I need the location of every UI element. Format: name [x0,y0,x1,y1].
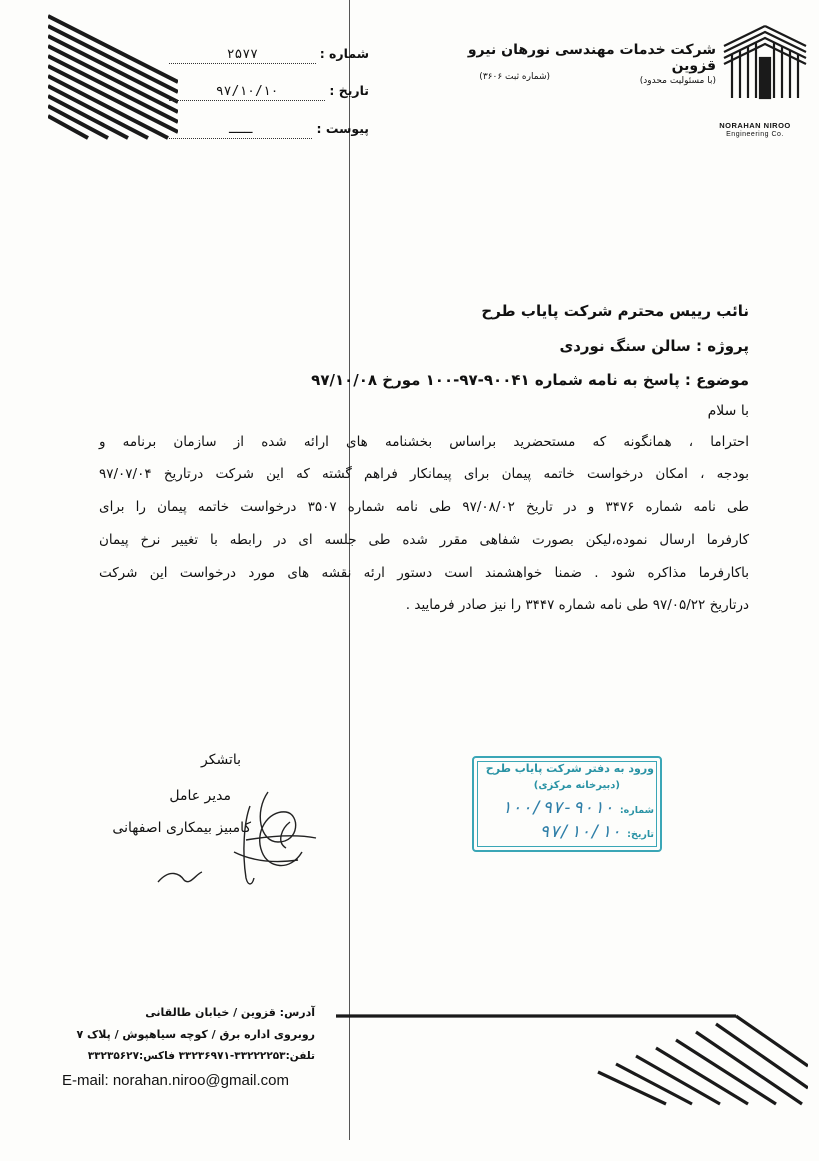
stamp-number-label: شماره: [619,805,654,816]
body-line: کارفرما ارسال نموده،لیکن بصورت شفاهی مقرر شده طی جلسه ای در رابطه با تغییر نرخ پیمان [99,532,749,548]
letter-attachment-row [169,121,369,139]
company-logo-icon [722,24,808,120]
letter-date-row [169,83,369,101]
body-line: باکارفرما مذاکره شود . ضمنا خواهشمند است دستور ارئه نقشه های مورد درخواست این شرکت [99,565,749,581]
footer-phones: تلفن:۳۳۲۲۲۲۵۳-۳۳۲۳۶۹۷۱ فاکس:۳۳۲۳۵۶۲۷ [87,1050,315,1062]
header-stripes-graphic [48,12,178,140]
stamp-date-label: تاریخ: [627,829,654,840]
letter-date-value: ۹۷/۱۰/۱۰ [169,84,325,101]
stamp-subtitle: (دبیرخانه مرکزی) [533,780,620,791]
signature-name: کامبیز بیمکاری اصفهانی [112,820,251,836]
handwritten-signature-icon [150,782,320,892]
body-line: احتراما ، همانگونه که مستحضرید براساس بخشنامه های ارائه شده از سازمان برنامه و [99,434,749,450]
signature-title: مدیر عامل [169,788,231,804]
logo-name-line2: Engineering Co. [726,131,784,138]
letter-number-value: ۲۵۷۷ [169,47,316,64]
footer-address-line2: روبروی اداره برق / کوچه سیاهپوش / پلاک ۷ [76,1028,315,1041]
subject-line: موضوع : پاسخ به نامه شماره ۹۰۰۴۱-۹۷-۱۰۰ مورخ ۹۷/۱۰/۰۸ [311,371,749,389]
body-line: طی نامه شماره ۳۴۷۶ و در تاریخ ۹۷/۰۸/۰۲ طی نامه شماره ۳۵۰۷ درخواست خاتمه پیمان را برای [99,499,749,515]
letter-number-row [169,46,369,64]
stamp-number-value: ۱۰۰/۹۷-۹۰۱۰ [501,798,614,818]
company-name: شرکت خدمات مهندسی نورهان نیرو قزوین [467,42,716,74]
signature-closing: باتشکر [200,752,241,768]
project-line: پروژه : سالن سنگ نوردی [559,337,749,355]
body-line: درتاریخ ۹۷/۰۵/۲۲ طی نامه شماره ۳۴۴۷ را نیز صادر فرمایید . [405,597,749,613]
greeting-line: با سلام [707,403,749,419]
footer-email: E-mail: norahan.niroo@gmail.com [62,1072,289,1089]
letter-date-label: تاریخ : [329,83,369,98]
footer-stripes-graphic [336,1006,808,1106]
company-registration: (شماره ثبت ۳۶۰۶) [479,72,550,82]
letter-attachment-value: ـــ [169,122,312,139]
letter-number-label: شماره : [319,46,369,61]
logo-name-line1: NORAHAN NIROO [719,121,791,130]
stamp-date-row [539,822,654,842]
body-line: بودجه ، امکان درخواست خاتمه پیمان برای پیمانکار فراهم گشته که این شرکت درتاریخ ۹۷/۰۷/۰۴ [99,466,749,482]
letter-attachment-label: پیوست : [316,121,369,136]
stamp-title: ورود به دفتر شرکت پایاب طرح [485,762,654,775]
stamp-number-row [501,798,654,818]
footer-address-line1: آدرس: قزوین / خیابان طالقانی [145,1006,315,1019]
received-stamp [472,756,662,852]
recipient-line: نائب رییس محترم شرکت پایاب طرح [481,302,749,320]
stamp-date-value: ۹۷/۱۰/۱۰ [539,822,622,842]
company-type: (با مسئولیت محدود) [639,76,716,86]
